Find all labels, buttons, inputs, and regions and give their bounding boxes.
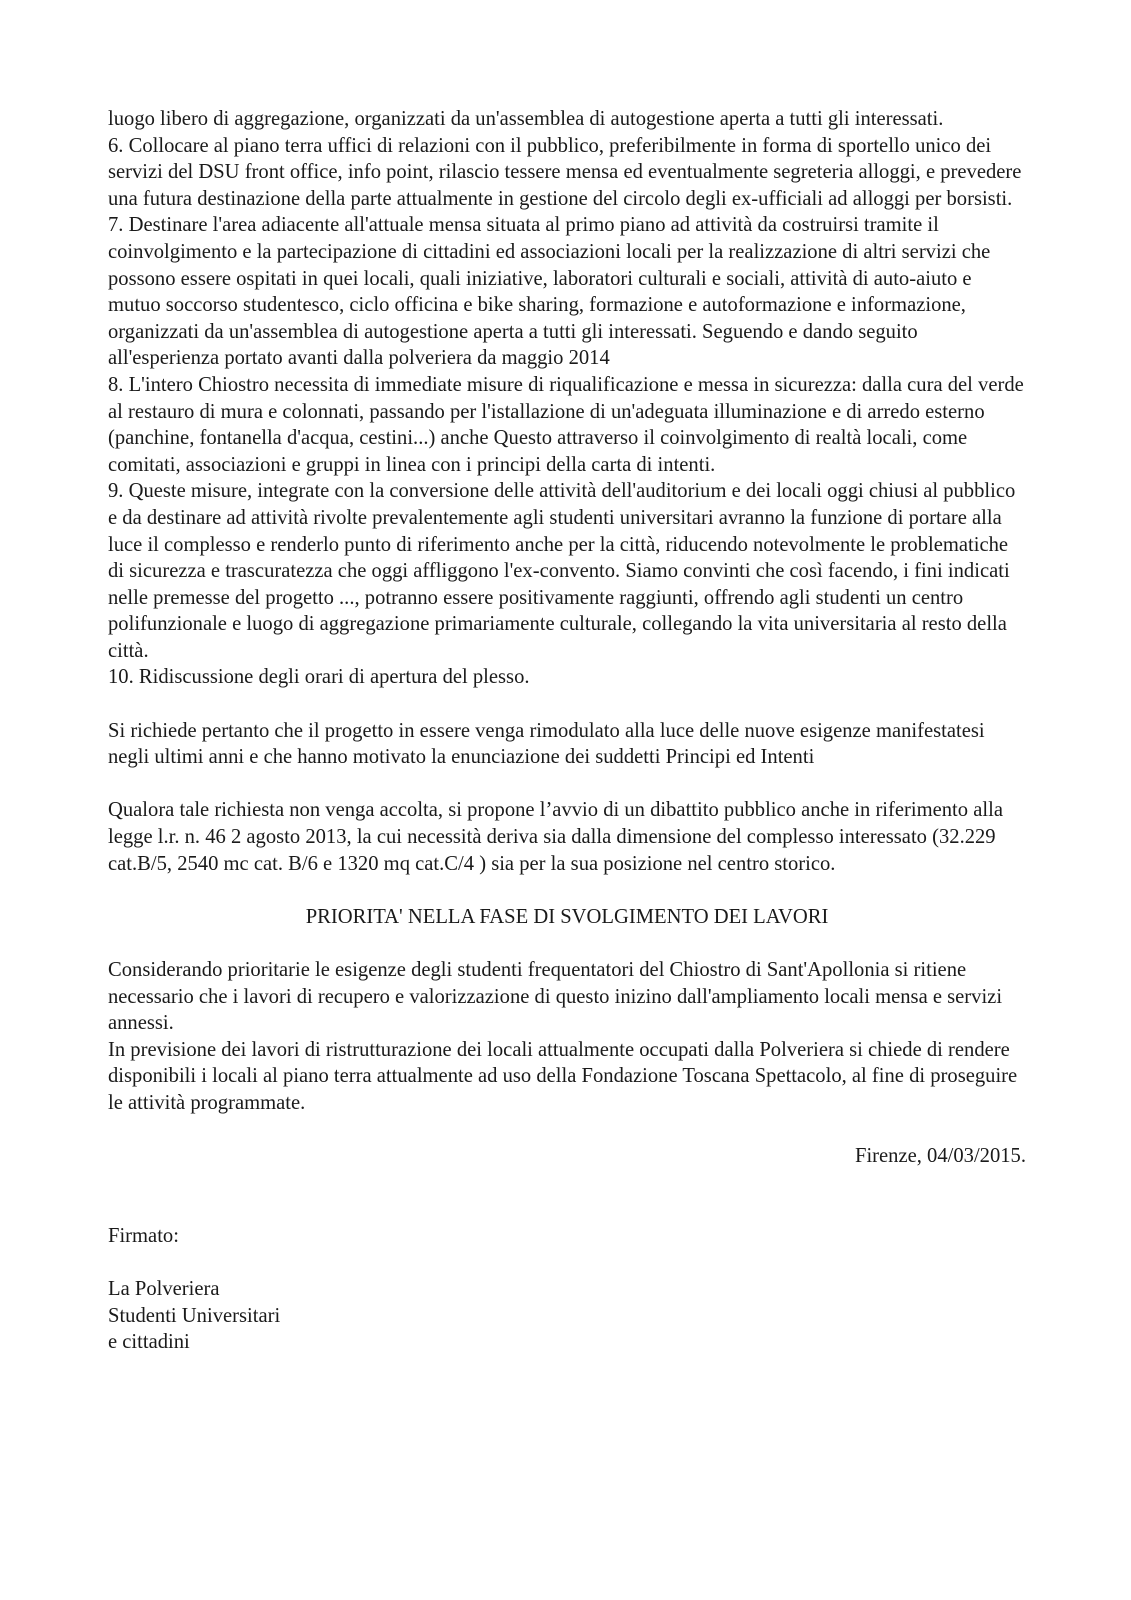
spacer xyxy=(108,930,1026,957)
point-9: 9. Queste misure, integrate con la conversione delle attività dell'auditorium e dei locali oggi chiusi al pubblico e da destinare ad attività rivolte prevalentemente agli studenti universitari avranno la funzione di portare alla luce il complesso e renderlo punto di riferimento anche per la città, riducendo notevolmente le problematiche di sicurezza e trascuratezza che oggi affliggono l'ex-convento. Siamo convinti che così facendo, i fini indicati nelle premesse del progetto ..., potranno essere positivamente raggiunti, offrendo agli studenti un centro polifunzionale e luogo di aggregazione primariamente culturale, collegando la vita universitaria al resto della città. xyxy=(108,480,1016,662)
alternative-paragraph: Qualora tale richiesta non venga accolta, si propone l’avvio di un dibattito pubblico anche in riferimento alla legge l.r. n. 46 2 agosto 2013, la cui necessità deriva sia dalla dimensione del complesso interessato (32.229 cat.B/5, 2540 mc cat. B/6 e 1320 mq cat.C/4 ) sia per la sua posizione nel centro storico. xyxy=(108,799,1003,875)
spacer xyxy=(108,691,1026,718)
date-line: Firenze, 04/03/2015. xyxy=(854,1145,1026,1168)
request-paragraph: Si richiede pertanto che il progetto in essere venga rimodulato alla luce delle nuove esigenze manifestatesi negli ultimi anni e che hanno motivato la enunciazione dei suddetti Principi ed Intenti xyxy=(108,719,985,769)
signature-label: Firmato: xyxy=(108,1224,179,1247)
point-7: 7. Destinare l'area adiacente all'attuale mensa situata al primo piano ad attività da costruirsi tramite il coinvolgimento e la partecipazione di cittadini ed associazioni locali per la realizzazione di altri servizi che possono essere ospitati in quei locali, quali iniziative, laboratori culturali e sociali, attività di auto-aiuto e mutuo soccorso studentesco, ciclo officina e bike sharing, formazione e autoformazione e informazione, organizzati da un'assemblea di autogestione aperta a tutti gli interessati. Seguendo e dando seguito all'esperienza portato avanti dalla polveriera da maggio 2014 xyxy=(108,214,991,370)
point-8: 8. L'intero Chiostro necessita di immediate misure di riqualificazione e messa in sicurezza: dalla cura del verde al restauro di mura e colonnati, passando per l'istallazione di un'adeguata illuminazione e di arredo esterno (panchine, fontanella d'acqua, cestini...) anche Questo attraverso il coinvolgimento di realtà locali, come comitati, associazioni e gruppi in linea con i principi della carta di intenti. xyxy=(108,373,1024,476)
signatory-1: La Polveriera xyxy=(108,1278,220,1301)
priority-paragraph-1: Considerando prioritarie le esigenze degli studenti frequentatori del Chiostro di Sant'Apollonia si ritiene necessario che i lavori di recupero e valorizzazione di questo inizino dall'ampliamento locali mensa e servizi annessi. xyxy=(108,959,1003,1035)
spacer xyxy=(108,1117,1026,1144)
spacer xyxy=(108,1250,1026,1277)
priority-paragraph-2: In previsione dei lavori di ristrutturazione dei locali attualmente occupati dalla Polveriera si chiede di rendere disponibili i locali al piano terra attualmente ad uso della Fondazione Toscana Spettacolo, al fine di proseguire le attività programmate. xyxy=(108,1038,1018,1114)
spacer xyxy=(108,771,1026,798)
continuation-paragraph: luogo libero di aggregazione, organizzati da un'assemblea di autogestione aperta a tutti gli interessati. xyxy=(108,108,944,130)
spacer xyxy=(108,877,1026,904)
point-6: 6. Collocare al piano terra uffici di relazioni con il pubblico, preferibilmente in forma di sportello unico dei servizi del DSU front office, info point, rilascio tessere mensa ed eventualmente segreteria alloggi, e prevedere una futura destinazione della parte attualmente in gestione del circolo degli ex-ufficiali ad alloggi per borsisti. xyxy=(108,134,1022,210)
document-page xyxy=(108,106,1026,1356)
point-10: 10. Ridiscussione degli orari di apertura del plesso. xyxy=(108,666,530,689)
spacer xyxy=(108,1196,1026,1223)
signatory-3: e cittadini xyxy=(108,1331,190,1354)
spacer xyxy=(108,1170,1026,1197)
section-heading: PRIORITA' NELLA FASE DI SVOLGIMENTO DEI LAVORI xyxy=(305,905,829,928)
signatory-2: Studenti Universitari xyxy=(108,1304,281,1327)
